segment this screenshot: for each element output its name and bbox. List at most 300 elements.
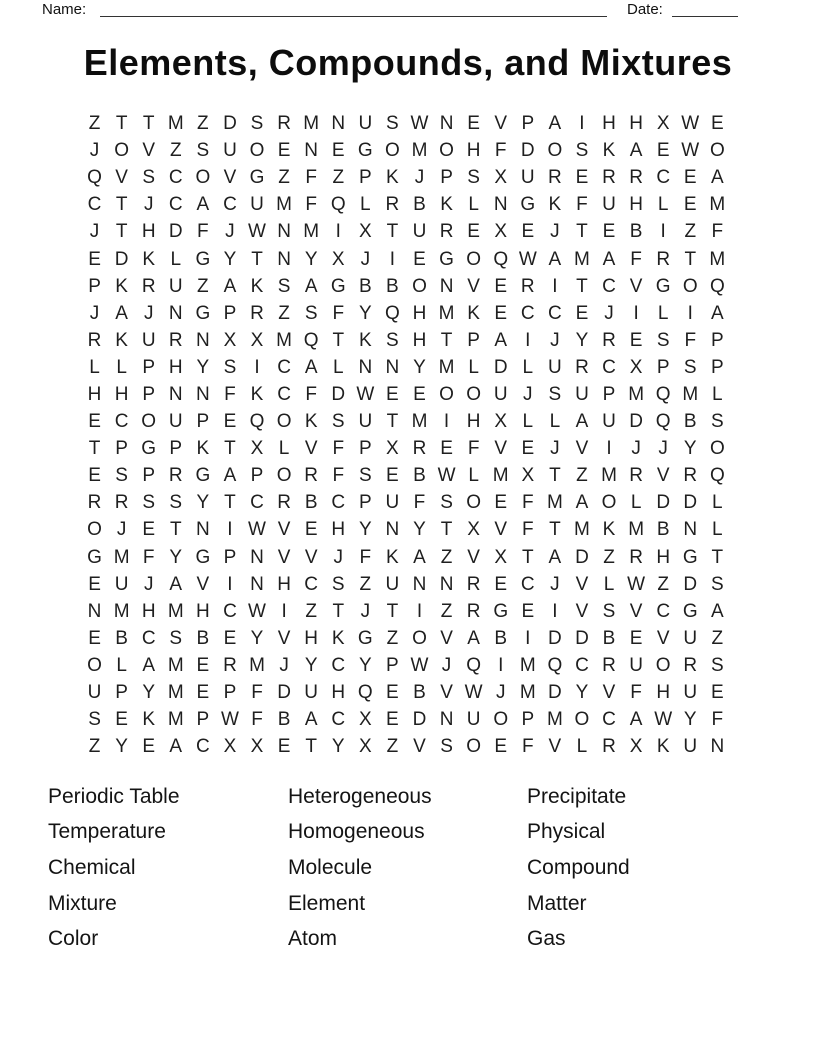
grid-letter: X bbox=[629, 356, 643, 378]
grid-letter: T bbox=[115, 113, 128, 135]
grid-letter: U bbox=[385, 492, 400, 514]
grid-letter: W bbox=[356, 383, 375, 405]
grid-letter: S bbox=[710, 411, 724, 433]
grid-letter: L bbox=[468, 194, 479, 216]
grid-letter: C bbox=[331, 654, 346, 676]
grid-letter: W bbox=[464, 682, 483, 704]
grid-letter: V bbox=[494, 438, 508, 460]
grid-letter: S bbox=[115, 465, 128, 487]
grid-letter: P bbox=[142, 465, 156, 487]
grid-letter: V bbox=[304, 546, 318, 568]
grid-letter: F bbox=[251, 682, 263, 704]
grid-letter: O bbox=[466, 248, 482, 270]
grid-letter: E bbox=[386, 682, 399, 704]
grid-letter: G bbox=[195, 465, 211, 487]
grid-letter: C bbox=[575, 654, 589, 676]
grid-letter: M bbox=[167, 600, 184, 622]
grid-letter: N bbox=[168, 383, 183, 405]
grid-letter: O bbox=[276, 411, 292, 433]
grid-letter: D bbox=[575, 627, 589, 649]
grid-letter: W bbox=[681, 113, 700, 135]
grid-letter: Z bbox=[359, 573, 372, 595]
grid-letter: E bbox=[440, 438, 453, 460]
grid-letter: L bbox=[89, 356, 100, 378]
word-list-item: Homogeneous bbox=[288, 820, 425, 844]
grid-letter: L bbox=[468, 465, 479, 487]
grid-letter: M bbox=[682, 383, 699, 405]
grid-letter: A bbox=[710, 600, 724, 622]
grid-letter: P bbox=[358, 167, 372, 189]
grid-letter: W bbox=[248, 600, 266, 622]
grid-letter: A bbox=[223, 275, 237, 297]
grid-letter: E bbox=[331, 140, 345, 162]
grid-letter: W bbox=[410, 113, 429, 135]
grid-letter: Z bbox=[603, 546, 615, 568]
word-list-item: Temperature bbox=[48, 820, 166, 844]
grid-letter: R bbox=[629, 465, 643, 487]
grid-letter: T bbox=[224, 492, 236, 514]
grid-letter: E bbox=[88, 248, 101, 270]
grid-letter: F bbox=[332, 302, 345, 324]
grid-letter: Y bbox=[683, 709, 697, 731]
grid-letter: X bbox=[250, 736, 264, 758]
grid-letter: Q bbox=[547, 654, 563, 676]
grid-letter: K bbox=[115, 275, 128, 297]
grid-letter: J bbox=[116, 519, 127, 541]
grid-letter: K bbox=[142, 248, 156, 270]
grid-letter: P bbox=[223, 546, 237, 568]
grid-letter: V bbox=[629, 600, 643, 622]
grid-letter: X bbox=[386, 438, 399, 460]
grid-letter: U bbox=[520, 167, 535, 189]
grid-letter: R bbox=[656, 248, 671, 270]
grid-letter: B bbox=[413, 465, 426, 487]
grid-letter: F bbox=[332, 438, 345, 460]
grid-letter: K bbox=[602, 519, 616, 541]
grid-letter: A bbox=[223, 465, 237, 487]
grid-letter: S bbox=[331, 411, 345, 433]
grid-letter: C bbox=[602, 709, 616, 731]
grid-letter: S bbox=[88, 709, 101, 731]
word-list-column-1 bbox=[48, 779, 180, 957]
grid-letter: Z bbox=[684, 221, 697, 243]
grid-letter: N bbox=[439, 573, 454, 595]
grid-letter: D bbox=[548, 682, 562, 704]
grid-letter: U bbox=[602, 411, 616, 433]
grid-letter: R bbox=[683, 654, 698, 676]
grid-letter: D bbox=[493, 356, 508, 378]
grid-letter: S bbox=[548, 383, 562, 405]
grid-letter: J bbox=[604, 302, 614, 324]
grid-letter: J bbox=[414, 167, 425, 189]
grid-letter: C bbox=[548, 302, 562, 324]
grid-letter: G bbox=[249, 167, 265, 189]
grid-letter: G bbox=[330, 275, 346, 297]
grid-letter: H bbox=[114, 383, 129, 405]
grid-letter: Y bbox=[358, 302, 372, 324]
grid-letter: F bbox=[467, 438, 480, 460]
grid-letter: E bbox=[386, 383, 399, 405]
grid-letter: C bbox=[168, 194, 183, 216]
grid-letter: M bbox=[303, 113, 320, 135]
grid-letter: C bbox=[602, 356, 616, 378]
grid-letter: E bbox=[88, 573, 101, 595]
grid-letter: A bbox=[494, 329, 508, 351]
grid-letter: H bbox=[656, 682, 671, 704]
grid-letter: U bbox=[385, 573, 400, 595]
grid-letter: T bbox=[386, 600, 399, 622]
grid-letter: G bbox=[493, 600, 509, 622]
grid-letter: C bbox=[520, 573, 535, 595]
grid-letter: J bbox=[495, 682, 506, 704]
grid-letter: D bbox=[575, 546, 589, 568]
grid-letter: F bbox=[413, 492, 426, 514]
grid-letter: L bbox=[712, 383, 723, 405]
word-list-item: Heterogeneous bbox=[288, 784, 432, 808]
grid-letter: R bbox=[602, 167, 616, 189]
grid-letter: D bbox=[683, 573, 698, 595]
grid-letter: L bbox=[576, 736, 588, 758]
grid-letter: Z bbox=[440, 546, 453, 568]
grid-letter: B bbox=[115, 627, 128, 649]
grid-letter: N bbox=[277, 221, 291, 243]
grid-letter: V bbox=[413, 736, 426, 758]
grid-letter: E bbox=[683, 194, 697, 216]
grid-letter: T bbox=[576, 275, 588, 297]
grid-letter: E bbox=[413, 383, 426, 405]
grid-letter: I bbox=[579, 113, 585, 135]
grid-letter: U bbox=[683, 736, 698, 758]
grid-letter: Z bbox=[197, 113, 209, 135]
grid-letter: I bbox=[281, 600, 287, 622]
grid-letter: E bbox=[521, 600, 535, 622]
grid-letter: Q bbox=[709, 465, 725, 487]
grid-letter: T bbox=[711, 546, 724, 568]
grid-letter: F bbox=[224, 383, 236, 405]
grid-letter: D bbox=[168, 221, 183, 243]
grid-letter: R bbox=[466, 573, 481, 595]
grid-letter: V bbox=[494, 113, 508, 135]
grid-letter: M bbox=[167, 682, 184, 704]
grid-letter: K bbox=[548, 194, 562, 216]
word-list-item: Chemical bbox=[48, 855, 136, 879]
grid-letter: L bbox=[603, 573, 615, 595]
grid-letter: O bbox=[276, 465, 292, 487]
grid-letter: J bbox=[441, 654, 452, 676]
grid-letter: W bbox=[627, 573, 646, 595]
grid-letter: T bbox=[251, 248, 263, 270]
grid-letter: R bbox=[168, 329, 183, 351]
grid-letter: I bbox=[525, 627, 531, 649]
grid-letter: G bbox=[195, 546, 211, 568]
grid-letter: E bbox=[277, 736, 291, 758]
grid-letter: D bbox=[114, 248, 129, 270]
grid-letter: J bbox=[523, 383, 533, 405]
grid-letter: N bbox=[412, 573, 427, 595]
grid-letter: P bbox=[88, 275, 101, 297]
grid-letter: H bbox=[331, 519, 346, 541]
grid-letter: Q bbox=[655, 383, 671, 405]
name-label: Name: bbox=[42, 1, 87, 18]
grid-letter: N bbox=[358, 356, 373, 378]
grid-letter: H bbox=[412, 302, 427, 324]
grid-letter: K bbox=[602, 140, 616, 162]
grid-letter: G bbox=[357, 140, 373, 162]
grid-letter: E bbox=[196, 682, 210, 704]
grid-letter: F bbox=[521, 519, 534, 541]
word-search-grid bbox=[81, 110, 731, 760]
grid-letter: K bbox=[358, 329, 372, 351]
grid-letter: K bbox=[440, 194, 453, 216]
grid-letter: M bbox=[574, 248, 590, 270]
grid-letter: F bbox=[332, 465, 345, 487]
grid-letter: K bbox=[467, 302, 480, 324]
word-list-item: Physical bbox=[527, 820, 606, 844]
grid-letter: Z bbox=[88, 736, 101, 758]
grid-letter: E bbox=[521, 438, 535, 460]
grid-letter: A bbox=[710, 302, 724, 324]
word-list-item: Matter bbox=[527, 891, 587, 915]
grid-letter: L bbox=[657, 302, 669, 324]
grid-letter: O bbox=[385, 140, 400, 162]
grid-letter: E bbox=[521, 221, 535, 243]
grid-letter: E bbox=[142, 736, 156, 758]
grid-letter: E bbox=[575, 167, 589, 189]
grid-letter: Z bbox=[386, 736, 399, 758]
grid-letter: R bbox=[439, 221, 454, 243]
grid-letter: V bbox=[304, 438, 318, 460]
date-blank-line bbox=[672, 0, 738, 17]
grid-letter: M bbox=[628, 519, 645, 541]
grid-letter: E bbox=[494, 736, 508, 758]
grid-letter: V bbox=[277, 519, 291, 541]
grid-letter: A bbox=[196, 194, 210, 216]
grid-letter: V bbox=[602, 682, 616, 704]
grid-letter: G bbox=[682, 600, 698, 622]
grid-letter: V bbox=[494, 519, 508, 541]
grid-letter: R bbox=[602, 654, 616, 676]
grid-letter: B bbox=[602, 627, 616, 649]
grid-letter: J bbox=[225, 221, 235, 243]
grid-letter: A bbox=[169, 573, 183, 595]
grid-letter: N bbox=[385, 356, 400, 378]
grid-letter: J bbox=[279, 654, 289, 676]
grid-letter: L bbox=[116, 356, 127, 378]
grid-letter: F bbox=[305, 383, 317, 405]
grid-letter: F bbox=[630, 682, 642, 704]
grid-letter: Y bbox=[413, 356, 426, 378]
grid-letter: P bbox=[142, 356, 156, 378]
grid-letter: M bbox=[167, 113, 184, 135]
grid-letter: I bbox=[416, 600, 423, 622]
grid-letter: T bbox=[684, 248, 697, 270]
grid-letter: E bbox=[413, 248, 426, 270]
grid-letter: M bbox=[709, 248, 726, 270]
grid-letter: U bbox=[358, 113, 373, 135]
word-list-item: Gas bbox=[527, 927, 566, 951]
grid-letter: K bbox=[142, 709, 156, 731]
grid-letter: N bbox=[87, 600, 102, 622]
grid-letter: D bbox=[277, 682, 291, 704]
page-title: Elements, Compounds, and Mixtures bbox=[83, 42, 733, 83]
grid-letter: M bbox=[438, 302, 455, 324]
grid-letter: R bbox=[412, 438, 427, 460]
grid-letter: F bbox=[711, 709, 724, 731]
grid-letter: Z bbox=[278, 167, 290, 189]
grid-letter: S bbox=[169, 627, 183, 649]
grid-letter: E bbox=[710, 113, 724, 135]
grid-letter: R bbox=[520, 275, 535, 297]
grid-letter: F bbox=[494, 140, 507, 162]
grid-letter: Y bbox=[575, 682, 589, 704]
grid-letter: O bbox=[709, 438, 725, 460]
grid-letter: E bbox=[467, 221, 480, 243]
grid-letter: A bbox=[548, 113, 562, 135]
name-blank-line bbox=[100, 0, 607, 17]
grid-letter: N bbox=[331, 113, 346, 135]
grid-letter: K bbox=[250, 275, 264, 297]
grid-letter: T bbox=[142, 113, 155, 135]
grid-letter: T bbox=[549, 519, 561, 541]
grid-letter: S bbox=[223, 356, 237, 378]
grid-letter: O bbox=[493, 709, 509, 731]
grid-letter: E bbox=[88, 465, 101, 487]
grid-letter: E bbox=[386, 465, 399, 487]
grid-letter: I bbox=[606, 438, 612, 460]
grid-letter: D bbox=[683, 492, 698, 514]
grid-letter: D bbox=[331, 383, 346, 405]
grid-letter: R bbox=[87, 492, 102, 514]
grid-letter: Y bbox=[304, 248, 318, 270]
grid-letter: L bbox=[522, 411, 534, 433]
grid-letter: E bbox=[494, 302, 508, 324]
grid-letter: Q bbox=[655, 411, 671, 433]
grid-letter: Z bbox=[332, 167, 345, 189]
grid-letter: F bbox=[521, 492, 534, 514]
grid-letter: A bbox=[575, 492, 589, 514]
grid-letter: M bbox=[303, 221, 320, 243]
grid-letter: S bbox=[331, 573, 345, 595]
grid-letter: K bbox=[196, 438, 210, 460]
grid-letter: R bbox=[168, 465, 183, 487]
grid-letter: B bbox=[683, 411, 697, 433]
grid-letter: M bbox=[113, 600, 130, 622]
grid-letter: K bbox=[304, 411, 318, 433]
grid-letter: E bbox=[196, 654, 210, 676]
grid-letter: O bbox=[466, 492, 482, 514]
grid-letter: T bbox=[305, 736, 317, 758]
grid-letter: Z bbox=[386, 627, 399, 649]
grid-letter: S bbox=[710, 654, 724, 676]
grid-letter: N bbox=[195, 519, 210, 541]
grid-letter: P bbox=[710, 356, 724, 378]
grid-letter: O bbox=[682, 275, 698, 297]
grid-letter: X bbox=[467, 519, 480, 541]
grid-letter: C bbox=[331, 709, 346, 731]
grid-letter: U bbox=[87, 682, 102, 704]
grid-letter: J bbox=[143, 573, 154, 595]
grid-letter: L bbox=[522, 356, 534, 378]
grid-letter: S bbox=[656, 329, 670, 351]
grid-letter: S bbox=[358, 465, 372, 487]
grid-letter: C bbox=[277, 356, 291, 378]
grid-letter: N bbox=[385, 519, 400, 541]
grid-letter: O bbox=[87, 654, 102, 676]
grid-letter: P bbox=[196, 709, 210, 731]
grid-letter: W bbox=[518, 248, 537, 270]
grid-letter: I bbox=[498, 654, 504, 676]
grid-letter: E bbox=[494, 573, 508, 595]
grid-letter: R bbox=[602, 736, 616, 758]
grid-letter: I bbox=[227, 573, 233, 595]
grid-letter: T bbox=[115, 221, 128, 243]
grid-letter: E bbox=[467, 113, 480, 135]
grid-letter: S bbox=[250, 113, 264, 135]
grid-letter: J bbox=[89, 221, 100, 243]
grid-letter: Q bbox=[303, 329, 319, 351]
grid-letter: P bbox=[358, 438, 372, 460]
grid-letter: E bbox=[494, 275, 508, 297]
grid-letter: W bbox=[654, 709, 673, 731]
grid-letter: V bbox=[575, 438, 589, 460]
grid-letter: Y bbox=[169, 546, 183, 568]
grid-letter: K bbox=[250, 383, 264, 405]
grid-letter: B bbox=[656, 519, 670, 541]
grid-letter: S bbox=[710, 573, 724, 595]
grid-letter: O bbox=[114, 140, 129, 162]
grid-letter: J bbox=[143, 302, 154, 324]
grid-letter: C bbox=[656, 600, 671, 622]
grid-letter: M bbox=[601, 465, 617, 487]
grid-letter: H bbox=[466, 140, 481, 162]
grid-letter: V bbox=[548, 736, 562, 758]
grid-letter: Y bbox=[223, 248, 237, 270]
grid-letter: B bbox=[277, 709, 291, 731]
grid-letter: R bbox=[304, 465, 319, 487]
grid-letter: C bbox=[304, 573, 319, 595]
grid-letter: E bbox=[277, 140, 291, 162]
grid-letter: P bbox=[142, 383, 156, 405]
grid-letter: Q bbox=[466, 654, 482, 676]
grid-letter: U bbox=[683, 627, 698, 649]
grid-letter: V bbox=[629, 275, 643, 297]
grid-letter: P bbox=[602, 383, 616, 405]
grid-letter: E bbox=[629, 329, 643, 351]
grid-letter: S bbox=[277, 275, 291, 297]
grid-letter: O bbox=[574, 709, 590, 731]
grid-letter: L bbox=[332, 356, 344, 378]
grid-letter: M bbox=[709, 194, 726, 216]
grid-letter: U bbox=[602, 194, 616, 216]
grid-letter: Q bbox=[87, 167, 102, 189]
grid-letter: R bbox=[277, 113, 291, 135]
grid-letter: M bbox=[411, 140, 428, 162]
grid-letter: R bbox=[683, 465, 698, 487]
grid-letter: R bbox=[87, 329, 102, 351]
grid-letter: C bbox=[520, 302, 535, 324]
grid-letter: K bbox=[656, 736, 670, 758]
grid-letter: U bbox=[168, 411, 183, 433]
grid-letter: M bbox=[276, 194, 292, 216]
grid-letter: Q bbox=[385, 302, 400, 324]
grid-letter: H bbox=[195, 600, 210, 622]
grid-letter: B bbox=[413, 682, 426, 704]
grid-letter: H bbox=[277, 573, 291, 595]
grid-letter: T bbox=[440, 519, 453, 541]
grid-letter: U bbox=[250, 194, 264, 216]
grid-letter: A bbox=[629, 709, 643, 731]
grid-letter: P bbox=[223, 302, 237, 324]
